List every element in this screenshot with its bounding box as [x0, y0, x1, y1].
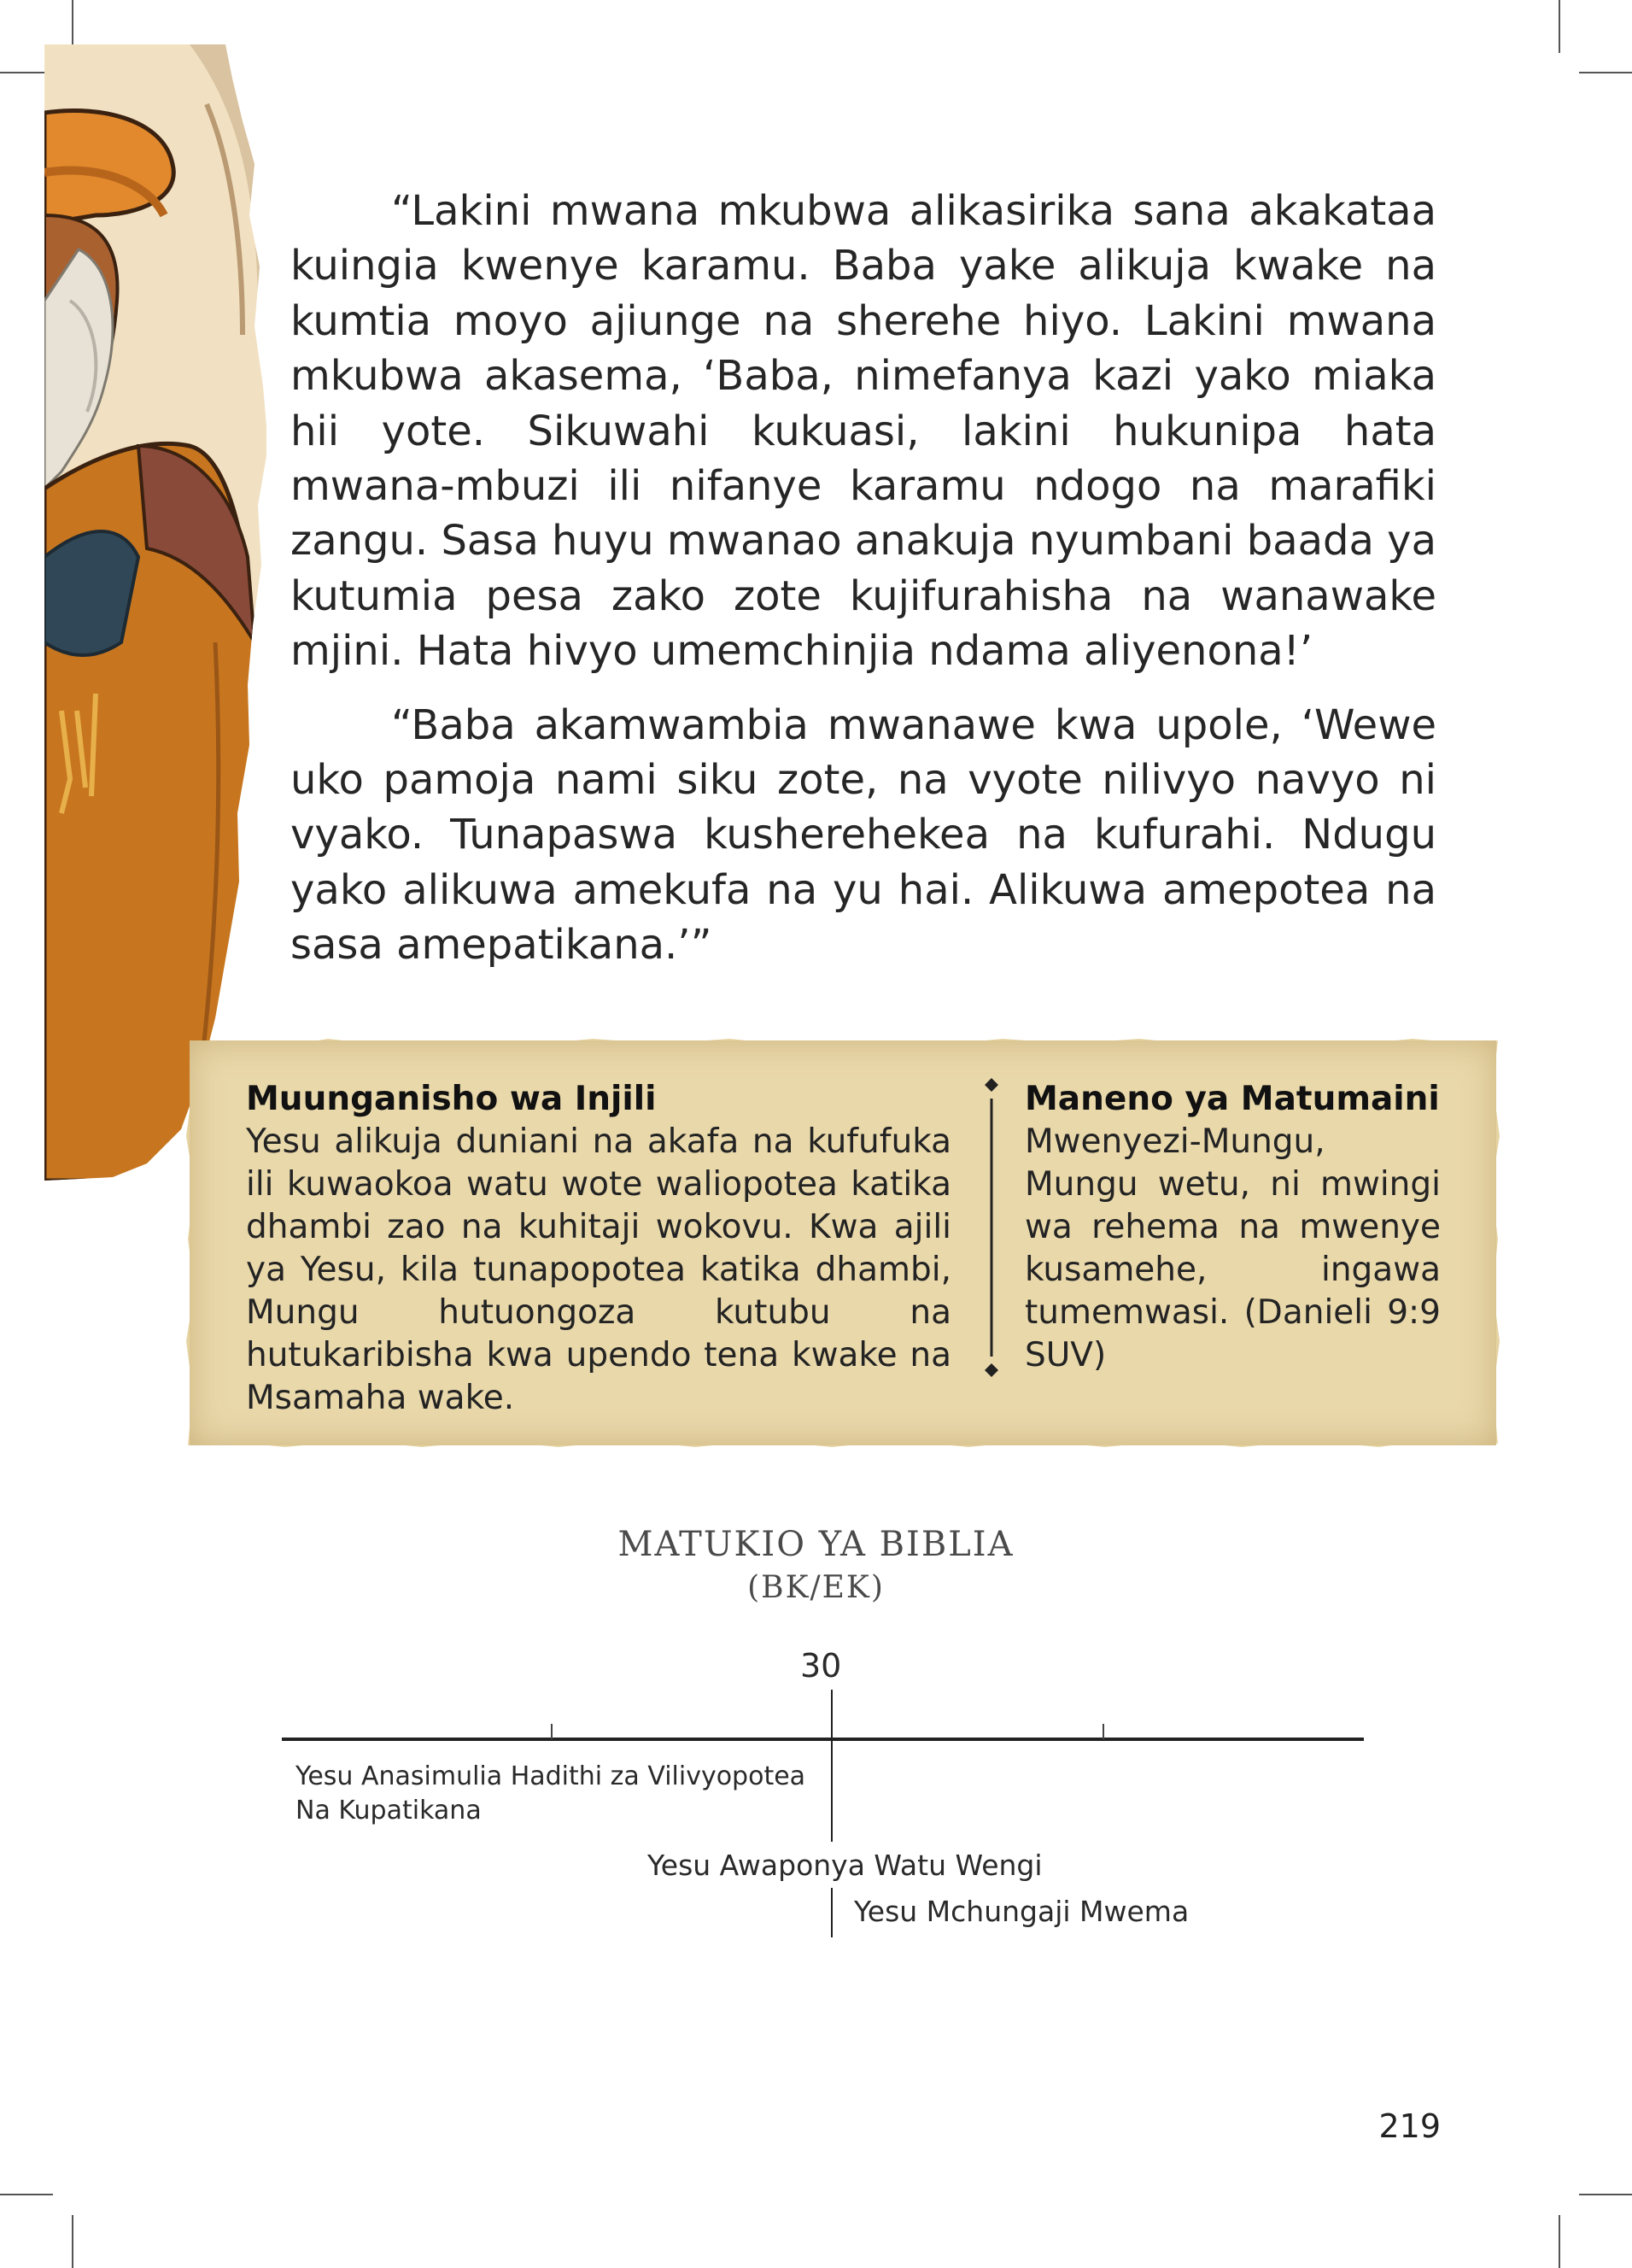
- story-paragraph: “Baba akamwambia mwanawe kwa upole, ‘Wewe uko pamoja nami siku zote, na vyote nilivyo navyo ni vyako. Tunapaswa kusherehekea na kufurahi. Ndugu yako alikuwa amekufa na yu hai. Alikuwa amepotea na sasa amepatikana.’”: [290, 700, 1436, 970]
- timeline-title: MATUKIO YA BIBLIA: [617, 1525, 1015, 1564]
- gospel-connection-body: Yesu alikuja duniani na akafa na kufufuka ili kuwaokoa watu wote waliopotea katika dhambi zao na kuhitaji wokovu. Kwa ajili ya Yesu, kila tunapopotea katika dhambi, Mungu hutuongoza kutubu na hutukaribisha kwa upendo tena kwake na Msamaha wake.: [246, 1122, 951, 1417]
- timeline-event: Yesu Mchungaji Mwema: [854, 1895, 1190, 1928]
- words-of-hope-body: Mwenyezi-Mungu, Mungu wetu, ni mwingi wa rehema na mwenye kusamehe, ingawa tumemwasi. (Danieli 9:9 SUV): [1025, 1122, 1441, 1374]
- story-paragraph: “Lakini mwana mkubwa alikasirika sana akakataa kuingia kwenye karamu. Baba yake alikuja kwake na kumtia moyo ajiunge na sherehe hiyo. Lakini mwana mkubwa akasema, ‘Baba, nimefanya kazi yako miaka hii yote. Sikuwahi kukuasi, lakini hukunipa hata mwana-mbuzi ili nifanye karamu ndogo na marafiki zangu. Sasa huyu mwanao anakuja nyumbani baada ya kutumia pesa zako zote kujifurahisha na wanawake mjini. Hata hivyo umemchinjia ndama aliyenona!’: [290, 187, 1436, 676]
- timeline-event: Yesu Anasimulia Hadithi za Vilivyopotea Na Kupatikana: [295, 1761, 806, 1826]
- gospel-connection-heading: Muunganisho wa Injili: [246, 1080, 657, 1118]
- words-of-hope-heading: Maneno ya Matumaini: [1025, 1080, 1440, 1118]
- timeline-event: Yesu Awaponya Watu Wengi: [647, 1849, 1043, 1882]
- page-number: 219: [1378, 2107, 1441, 2145]
- timeline-subtitle: (BK/EK): [747, 1570, 885, 1605]
- timeline-year-label: 30: [800, 1647, 842, 1685]
